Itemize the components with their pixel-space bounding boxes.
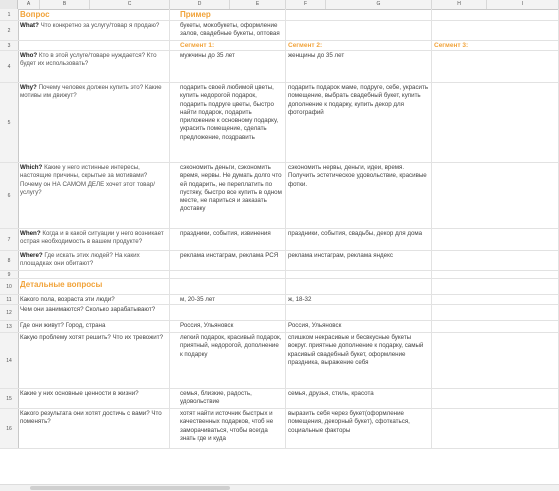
question-text: Кто в этой услуге/товаре нуждается? Кто будет их использовать?: [20, 52, 157, 68]
cell-c3[interactable]: реклама инстаграм, реклама яндекс: [286, 251, 432, 270]
cell-c1[interactable]: Чем они занимаются? Сколько зарабатывают?: [18, 305, 170, 320]
cell-c3[interactable]: подарить подарок маме, подруге, себе, украсить помещение, выбрать свадебный букет, купить дополнение к подарку, купить декор для фотографий: [286, 83, 432, 162]
column-header-g[interactable]: G: [326, 0, 432, 9]
cell-c1[interactable]: Вопрос: [18, 9, 170, 20]
row-number[interactable]: 5: [0, 83, 19, 162]
sheet-row: [0, 409, 559, 449]
row-number[interactable]: 13: [0, 321, 19, 332]
cell-c3[interactable]: праздники, события, свадьбы, декор для дома: [286, 229, 432, 250]
select-all-corner[interactable]: [0, 0, 18, 9]
cell-c2[interactable]: м, 20-35 лет: [178, 295, 286, 304]
sheet-row: [0, 83, 559, 163]
cell-c3[interactable]: Сегмент 2:: [286, 41, 432, 50]
cell-c4[interactable]: [432, 409, 559, 448]
column-header-b[interactable]: B: [40, 0, 90, 9]
question-keyword: Where?: [20, 252, 43, 259]
cell-c4[interactable]: [432, 389, 559, 408]
cell-c4[interactable]: [432, 271, 559, 278]
column-header-c[interactable]: C: [90, 0, 170, 9]
cell-c2[interactable]: Россия, Ульяновск: [178, 321, 286, 332]
column-header-f[interactable]: F: [286, 0, 326, 9]
question-text: Что конкретно за услугу/товар я продаю?: [38, 22, 160, 29]
sheet-row: [0, 21, 559, 41]
row-number[interactable]: 10: [0, 279, 19, 294]
cell-c3[interactable]: семья, друзья, стиль, красота: [286, 389, 432, 408]
cell-c2[interactable]: семья, близкие, радость, удовольствие: [178, 389, 286, 408]
column-header-i[interactable]: I: [487, 0, 559, 9]
sheet-row: [0, 295, 559, 305]
sheet-row: [0, 229, 559, 251]
cell-c2[interactable]: букеты, мокобукеты, оформление залов, свадебные букеты, оптовая: [178, 21, 286, 40]
question-keyword: When?: [20, 230, 41, 237]
cell-c1[interactable]: [18, 51, 170, 82]
cell-c2[interactable]: мужчины до 35 лет: [178, 51, 286, 82]
cell-c4[interactable]: [432, 321, 559, 332]
row-number[interactable]: 3: [0, 41, 19, 50]
question-keyword: Which?: [20, 164, 43, 171]
cell-c2[interactable]: подарить своей любимой цветы, купить недорогой подарок, подарить подруге цветы, быстро найти подарок, подарить приложение к основному подарку, украсить помещение, сделать предложение, поздравить: [178, 83, 286, 162]
question-text: Когда и в какой ситуации у него возникает острая необходимость в вашем продукте?: [20, 230, 164, 246]
question-keyword: What?: [20, 22, 39, 29]
horizontal-scrollbar[interactable]: [0, 484, 559, 491]
cell-c1[interactable]: [18, 21, 170, 40]
question-keyword: Who?: [20, 52, 38, 59]
question-text: Где искать этих людей? На каких площадках они обитают?: [20, 252, 140, 268]
column-header-a[interactable]: A: [18, 0, 40, 9]
cell-c3[interactable]: спишком некрасивые и бесвкусные букеты вокруг. приятные дополнение к подарку, самый красивый свадебный букет, оформление праздника, выражение себя: [286, 333, 432, 388]
row-number[interactable]: 12: [0, 305, 19, 320]
sheet-row: [0, 305, 559, 321]
cell-c4[interactable]: [432, 163, 559, 228]
cell-c1[interactable]: [18, 271, 170, 278]
sheet-row: [0, 9, 559, 21]
question-text: Какие у него истинные интересы, настоящие причины, скрытые за мотивами? Почему он НА САМОМ ДЕЛЕ хочет этот товар/услугу?: [20, 164, 155, 196]
row-number[interactable]: 9: [0, 271, 19, 278]
cell-c2[interactable]: реклама инстаграм, реклама РСЯ: [178, 251, 286, 270]
cell-c2[interactable]: хотят найти источник быстрых и качественных подарков, чтоб не заморачиваться, чтобы всегда знать где и куда: [178, 409, 286, 448]
column-header-e[interactable]: E: [230, 0, 286, 9]
cell-c4[interactable]: [432, 229, 559, 250]
row-number[interactable]: 14: [0, 333, 19, 388]
row-number[interactable]: 16: [0, 409, 19, 448]
cell-c1[interactable]: [18, 163, 170, 228]
cell-c1[interactable]: [18, 41, 170, 50]
sheet-row: [0, 389, 559, 409]
cell-c3[interactable]: [286, 271, 432, 278]
cell-c4[interactable]: [432, 51, 559, 82]
cell-c1[interactable]: Детальные вопросы: [18, 279, 170, 294]
column-header-d[interactable]: D: [170, 0, 230, 9]
cell-c1[interactable]: [18, 229, 170, 250]
cell-c2[interactable]: [178, 271, 286, 278]
row-number[interactable]: 4: [0, 51, 19, 82]
cell-c1[interactable]: Какие у них основные ценности в жизни?: [18, 389, 170, 408]
cell-c2[interactable]: сэкономить деньги, сэкономить время, нервы. Не думать долго что ей подарить, не переплатить по пустяку, быстро все купить в одном месте, не париться и заказать доставку: [178, 163, 286, 228]
cell-c2[interactable]: Сегмент 1:: [178, 41, 286, 50]
column-header-h[interactable]: H: [432, 0, 487, 9]
cell-c4[interactable]: [432, 9, 559, 20]
cell-c3[interactable]: сэкономить нервы, деньги, идеи, время. Получить эстетическое удовольствие, красивые фотки.: [286, 163, 432, 228]
sheet-row: [0, 333, 559, 389]
cell-c3[interactable]: Россия, Ульяновск: [286, 321, 432, 332]
row-number[interactable]: 11: [0, 295, 19, 304]
row-number[interactable]: 1: [0, 9, 19, 20]
cell-c4[interactable]: [432, 295, 559, 304]
row-number[interactable]: 15: [0, 389, 19, 408]
question-text: Почему человек должен купить это? Какие мотивы им движут?: [20, 84, 162, 100]
row-number[interactable]: 7: [0, 229, 19, 250]
sheet-row: [0, 251, 559, 271]
sheet-row: [0, 271, 559, 279]
sheet-row: [0, 41, 559, 51]
cell-c1[interactable]: Какого пола, возраста эти люди?: [18, 295, 170, 304]
question-keyword: Why?: [20, 84, 37, 91]
cell-c4[interactable]: [432, 83, 559, 162]
cell-c4[interactable]: [432, 333, 559, 388]
cell-c4[interactable]: [432, 21, 559, 40]
cell-c4[interactable]: [432, 279, 559, 294]
cell-c3[interactable]: [286, 21, 432, 40]
cell-c3[interactable]: выразить себя через букет(оформление помещения, декорный букет), сфоткаться, социальные факторы: [286, 409, 432, 448]
cell-c1[interactable]: Какую проблему хотят решить? Что их тревожит?: [18, 333, 170, 388]
row-number[interactable]: 6: [0, 163, 19, 228]
cell-c2[interactable]: [178, 279, 286, 294]
cell-c1[interactable]: Какого результата они хотят достичь с вами? Что поменять?: [18, 409, 170, 448]
row-number[interactable]: 2: [0, 21, 19, 40]
cell-c3[interactable]: [286, 305, 432, 320]
sheet-row: [0, 321, 559, 333]
cell-c4[interactable]: [432, 251, 559, 270]
cell-c2[interactable]: праздники, события, извинения: [178, 229, 286, 250]
cell-c3[interactable]: ж, 18-32: [286, 295, 432, 304]
scrollbar-thumb[interactable]: [30, 486, 230, 490]
cell-c4[interactable]: [432, 305, 559, 320]
cell-c2[interactable]: [178, 305, 286, 320]
sheet-row: [0, 163, 559, 229]
cell-c2[interactable]: легкий подарок, красивый подарок, приятный, недорогой, дополнение к подарку: [178, 333, 286, 388]
row-number[interactable]: 8: [0, 251, 19, 270]
cell-c3[interactable]: женщины до 35 лет: [286, 51, 432, 82]
cell-c4[interactable]: Сегмент 3:: [432, 41, 559, 50]
sheet-row: [0, 51, 559, 83]
sheet-row: [0, 279, 559, 295]
cell-c2[interactable]: Пример: [178, 9, 286, 20]
cell-c1[interactable]: [18, 83, 170, 162]
cell-c1[interactable]: [18, 251, 170, 270]
cell-c3[interactable]: [286, 9, 432, 20]
cell-c3[interactable]: [286, 279, 432, 294]
cell-c1[interactable]: Где они живут? Город, страна: [18, 321, 170, 332]
